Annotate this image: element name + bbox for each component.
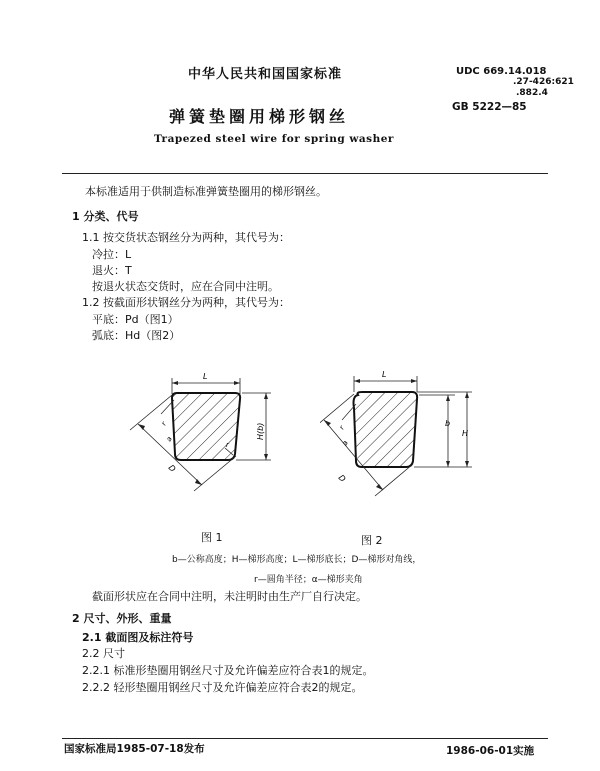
figure-legend-line-1: b—公称高度；H—梯形高度；L—梯形底长；D—梯形对角线，: [172, 555, 422, 565]
scope-paragraph: 本标准适用于供制造标准弹簧垫圈用的梯形钢丝。: [85, 185, 327, 198]
effective-date: 1986-06-01实施: [446, 745, 535, 757]
delivery-cold-drawn: 冷拉：L: [92, 248, 132, 261]
fig1-label-r: r: [159, 420, 169, 427]
fig1-label-l: L: [203, 372, 208, 381]
figure-2-diagram: [320, 368, 490, 508]
udc-code: UDC 669.14.018 .27-426:621 .882.4: [456, 66, 574, 98]
issuing-body: 中华人民共和国国家标准: [188, 67, 343, 82]
shape-flat-bottom: 平底：Pd（图1）: [92, 313, 179, 326]
section-2-heading: 2 尺寸、外形、重量: [72, 612, 172, 625]
fig2-label-b: b: [445, 419, 451, 428]
section-2-2-1: 2.2.1 标准形垫圈用钢丝尺寸及允许偏差应符合表1的规定。: [82, 664, 374, 677]
fig1-label-d: D: [166, 463, 178, 474]
section-1-1-title: 1.1 按交货状态钢丝分为两种，其代号为：: [82, 231, 290, 244]
figure-legend-line-2: r—圆角半径；α—梯形夹角: [254, 575, 363, 585]
section-2-1: 2.1 截面图及标注符号: [82, 631, 194, 644]
footer-rule: [62, 738, 548, 739]
shape-contract-note: 截面形状应在合同中注明，未注明时由生产厂自行决定。: [92, 590, 367, 603]
title-en: Trapezed steel wire for spring washer: [154, 133, 394, 145]
issued-date: 国家标准局1985-07-18发布: [64, 743, 205, 755]
title-cn: 弹簧垫圈用梯形钢丝: [169, 107, 350, 126]
fig2-trapezoid: [354, 392, 418, 467]
fig1-trapezoid: [172, 393, 240, 460]
section-1-2-title: 1.2 按截面形状钢丝分为两种，其代号为：: [82, 296, 290, 309]
fig1-label-hb: H(b): [256, 422, 265, 440]
figure-1-caption: 图 1: [201, 531, 223, 544]
fig2-label-l: L: [382, 370, 387, 379]
figure-2-caption: 图 2: [361, 534, 383, 547]
delivery-annealed: 退火：T: [92, 264, 132, 277]
gb-number: GB 5222—85: [452, 101, 527, 113]
annealed-note: 按退火状态交货时，应在合同中注明。: [92, 280, 279, 293]
section-2-2: 2.2 尺寸: [82, 647, 125, 660]
fig2-label-a: a: [340, 439, 350, 447]
fig2-label-d: D: [336, 473, 348, 484]
section-2-2-2: 2.2.2 轻形垫圈用钢丝尺寸及允许偏差应符合表2的规定。: [82, 681, 363, 694]
fig1-label-a: a: [164, 435, 174, 443]
figure-1-diagram: [125, 368, 295, 508]
section-1-heading: 1 分类、代号: [72, 210, 139, 223]
fig2-label-h: H: [462, 429, 469, 438]
header-rule: [62, 173, 548, 174]
fig2-label-r: r: [337, 424, 347, 431]
fig1-label-r2: r: [226, 441, 229, 449]
shape-arc-bottom: 弧底：Hd（图2）: [92, 329, 181, 342]
